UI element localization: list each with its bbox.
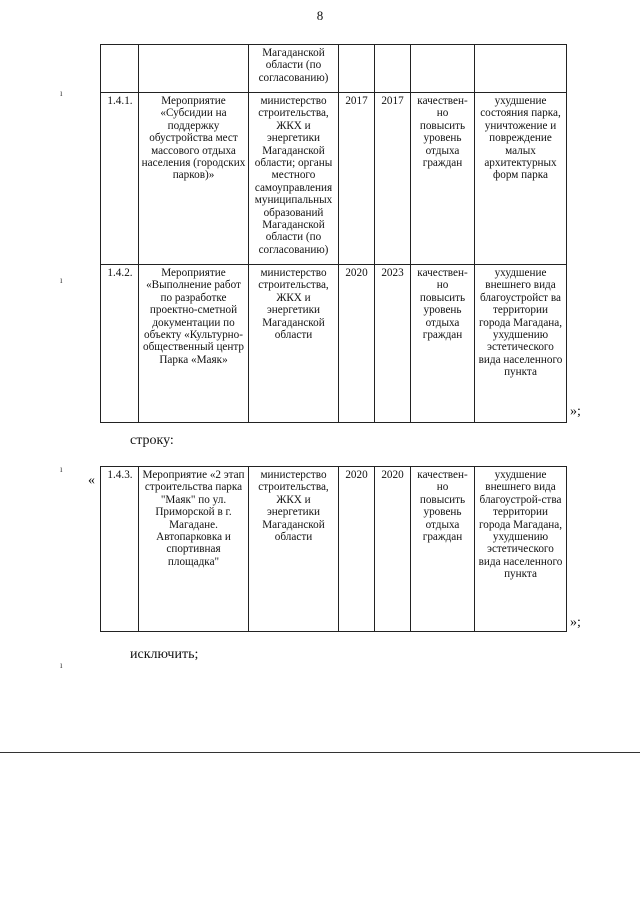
cell-start: 2017 <box>339 93 375 265</box>
cell-num: 1.4.1. <box>101 93 139 265</box>
margin-mark: ı <box>60 275 63 285</box>
cell-consequence: ухудшение состояния парка, уничтожение и повреждение малых архитектурных форм парка <box>475 93 567 265</box>
margin-mark: ı <box>60 660 63 670</box>
cell-num <box>101 45 139 93</box>
cell-result: качествен-но повысить уровень отдыха граждан <box>411 467 475 632</box>
closing-quote-2: »; <box>570 615 581 630</box>
cell-end: 2020 <box>375 467 411 632</box>
cell-end: 2023 <box>375 265 411 423</box>
cell-start: 2020 <box>339 467 375 632</box>
cell-org: министерство строительства, ЖКХ и энергетики Магаданской области <box>249 265 339 423</box>
cell-consequence <box>475 45 567 93</box>
cell-org: министерство строительства, ЖКХ и энергетики Магаданской области; органы местного самоуправления муниципальных образований Магаданской области (по согласованию) <box>249 93 339 265</box>
text-line-row: строку: <box>130 433 174 448</box>
cell-end <box>375 45 411 93</box>
margin-mark: ı <box>60 88 63 98</box>
cell-num: 1.4.2. <box>101 265 139 423</box>
cell-name: Мероприятие «Субсидии на поддержку обустройства мест массового отдыха населения (городских парков)» <box>139 93 249 265</box>
closing-quote-1: »; <box>570 404 581 419</box>
opening-quote: « <box>88 473 95 488</box>
cell-result <box>411 45 475 93</box>
cell-name: Мероприятие «2 этап строительства парка "Маяк" по ул. Приморской в г. Магадане. Автопарковка и спортивная площадка" <box>139 467 249 632</box>
page-number: 8 <box>316 8 324 23</box>
cell-start <box>339 45 375 93</box>
cell-start: 2020 <box>339 265 375 423</box>
cell-end: 2017 <box>375 93 411 265</box>
cell-consequence: ухудшение внешнего вида благоустройст ва территории города Магадана, ухудшению эстетического вида населенного пункта <box>475 265 567 423</box>
cell-result: качествен-но повысить уровень отдыха граждан <box>411 93 475 265</box>
table-row <box>101 467 567 632</box>
margin-mark: ı <box>60 464 63 474</box>
measures-table-1 <box>100 44 567 423</box>
cell-consequence: ухудшение внешнего вида благоустрой-ства территории города Магадана, ухудшению эстетического вида населенного пункта <box>475 467 567 632</box>
cell-num: 1.4.3. <box>101 467 139 632</box>
cell-name: Мероприятие «Выполнение работ по разработке проектно-сметной документации по объекту «Культурно-общественный центр Парка «Маяк» <box>139 265 249 423</box>
measures-table-2 <box>100 466 567 632</box>
table-row <box>101 45 567 93</box>
cell-name <box>139 45 249 93</box>
text-line-exclude: исключить; <box>130 647 199 662</box>
table-row <box>101 93 567 265</box>
cell-result: качествен-но повысить уровень отдыха граждан <box>411 265 475 423</box>
table-row <box>101 265 567 423</box>
bottom-rule <box>0 752 640 753</box>
cell-org: министерство строительства, ЖКХ и энергетики Магаданской области <box>249 467 339 632</box>
cell-org: Магаданской области (по согласованию) <box>249 45 339 93</box>
